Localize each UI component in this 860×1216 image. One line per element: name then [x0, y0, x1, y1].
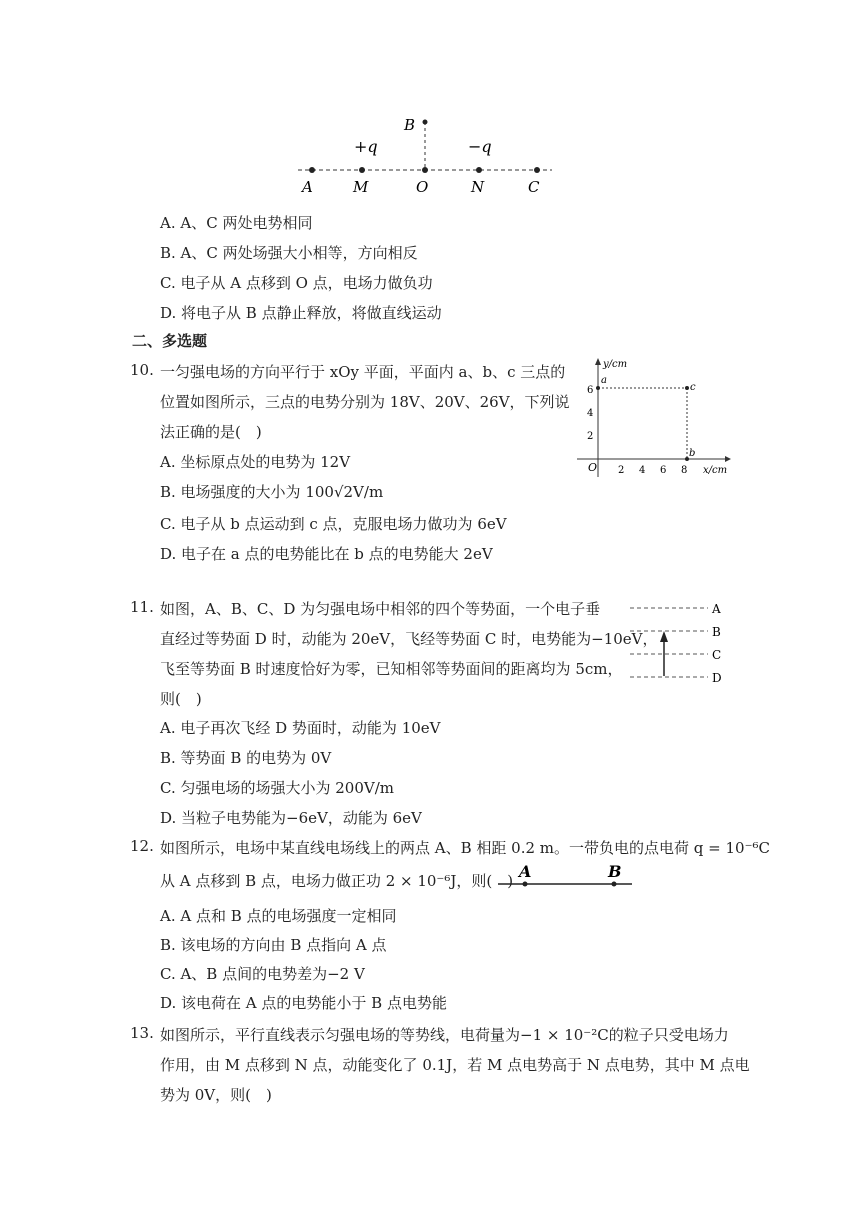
point-O — [422, 167, 428, 173]
x-tick-4: 4 — [639, 465, 646, 476]
label-N: N — [471, 178, 485, 196]
point-M — [359, 167, 365, 173]
point-c — [685, 386, 689, 390]
q11-option-a: A. 电子再次飞经 D 势面时，动能为 10eV — [160, 719, 441, 737]
q11-number: 11. — [130, 598, 154, 616]
q13-number: 13. — [130, 1024, 154, 1042]
label-A: A — [519, 862, 532, 881]
q11-option-c: C. 匀强电场的场强大小为 200V/m — [160, 779, 394, 797]
y-tick-2: 2 — [587, 431, 594, 442]
label-b: b — [689, 448, 696, 459]
q12-number: 12. — [130, 837, 154, 855]
q12-option-d: D. 该电荷在 A 点的电势能小于 B 点电势能 — [160, 994, 447, 1012]
label-c: c — [690, 382, 696, 393]
point-N — [476, 167, 482, 173]
label-B: B — [404, 116, 416, 134]
label-A: A — [302, 178, 313, 196]
point-B — [423, 120, 428, 125]
q12-line-figure — [492, 860, 637, 892]
label-M: M — [353, 178, 369, 196]
label-D: D — [712, 671, 722, 685]
label-plus-q: +q — [354, 137, 378, 156]
q11-equipotential-figure — [626, 598, 736, 690]
origin-label: O — [588, 461, 598, 474]
point-A — [309, 167, 315, 173]
label-C: C — [712, 648, 722, 662]
y-tick-4: 4 — [587, 408, 594, 419]
q11-stem-line4: 则( ) — [160, 690, 202, 708]
q9-option-c: C. 电子从 A 点移到 O 点，电场力做负功 — [160, 274, 433, 292]
x-tick-8: 8 — [681, 465, 688, 476]
y-axis-arrow — [595, 358, 601, 365]
q10-coordinate-figure — [575, 355, 735, 480]
section-heading: 二、多选题 — [132, 332, 208, 350]
q10-option-c: C. 电子从 b 点运动到 c 点，克服电场力做功为 6eV — [160, 515, 507, 533]
q10-stem-line1: 一匀强电场的方向平行于 xOy 平面，平面内 a、b、c 三点的 — [160, 363, 566, 381]
label-a: a — [601, 375, 607, 386]
x-axis-arrow — [725, 456, 731, 462]
q12-option-a: A. A 点和 B 点的电场强度一定相同 — [160, 907, 397, 925]
y-axis-label: y/cm — [603, 359, 628, 370]
q9-charge-figure — [290, 112, 560, 202]
x-tick-6: 6 — [660, 465, 667, 476]
q9-option-a: A. A、C 两处电势相同 — [160, 214, 313, 232]
q12-stem-line1: 如图所示，电场中某直线电场线上的两点 A、B 相距 0.2 m。一带负电的点电荷 q = 10⁻⁶C — [160, 839, 770, 857]
q12-stem-line2: 从 A 点移到 B 点，电场力做正功 2 × 10⁻⁶J，则( ) — [160, 872, 514, 890]
point-B — [612, 882, 617, 887]
q11-stem-line1: 如图，A、B、C、D 为匀强电场中相邻的四个等势面，一个电子垂 — [160, 600, 601, 618]
y-tick-6: 6 — [587, 385, 594, 396]
q10-option-a: A. 坐标原点处的电势为 12V — [160, 453, 351, 471]
q10-stem-line2: 位置如图所示，三点的电势分别为 18V、20V、26V，下列说 — [160, 393, 570, 411]
q10-number: 10. — [130, 361, 154, 379]
label-B: B — [608, 862, 622, 881]
q10-stem-line3: 法正确的是( ) — [160, 423, 262, 441]
q12-option-b: B. 该电场的方向由 B 点指向 A 点 — [160, 936, 387, 954]
label-B: B — [712, 625, 721, 639]
q10-option-b: B. 电场强度的大小为 100√2V/m — [160, 483, 384, 501]
q11-stem-line2: 直经过等势面 D 时，动能为 20eV，飞经等势面 C 时，电势能为−10eV， — [160, 630, 658, 648]
q11-stem-line3: 飞至等势面 B 时速度恰好为零，已知相邻等势面间的距离均为 5cm， — [160, 660, 623, 678]
q11-option-d: D. 当粒子电势能为−6eV，动能为 6eV — [160, 809, 422, 827]
label-A: A — [712, 602, 721, 616]
q13-stem-line1: 如图所示，平行直线表示匀强电场的等势线，电荷量为−1 × 10⁻²C的粒子只受电场力 — [160, 1026, 729, 1044]
q9-option-d: D. 将电子从 B 点静止释放，将做直线运动 — [160, 304, 442, 322]
q12-option-c: C. A、B 点间的电势差为−2 V — [160, 965, 365, 983]
q11-option-b: B. 等势面 B 的电势为 0V — [160, 749, 332, 767]
x-tick-2: 2 — [618, 465, 625, 476]
point-A — [523, 882, 528, 887]
q9-option-b: B. A、C 两处场强大小相等，方向相反 — [160, 244, 418, 262]
q13-stem-line3: 势为 0V，则( ) — [160, 1086, 272, 1104]
point-a — [596, 386, 600, 390]
point-C — [534, 167, 540, 173]
label-minus-q: −q — [468, 137, 492, 156]
q13-stem-line2: 作用，由 M 点移到 N 点，动能变化了 0.1J，若 M 点电势高于 N 点电势，其中 M 点电 — [160, 1056, 750, 1074]
q10-option-d: D. 电子在 a 点的电势能比在 b 点的电势能大 2eV — [160, 545, 493, 563]
label-O: O — [416, 178, 429, 196]
x-axis-label: x/cm — [703, 465, 728, 476]
field-arrow-head — [660, 631, 668, 642]
label-C: C — [528, 178, 540, 196]
